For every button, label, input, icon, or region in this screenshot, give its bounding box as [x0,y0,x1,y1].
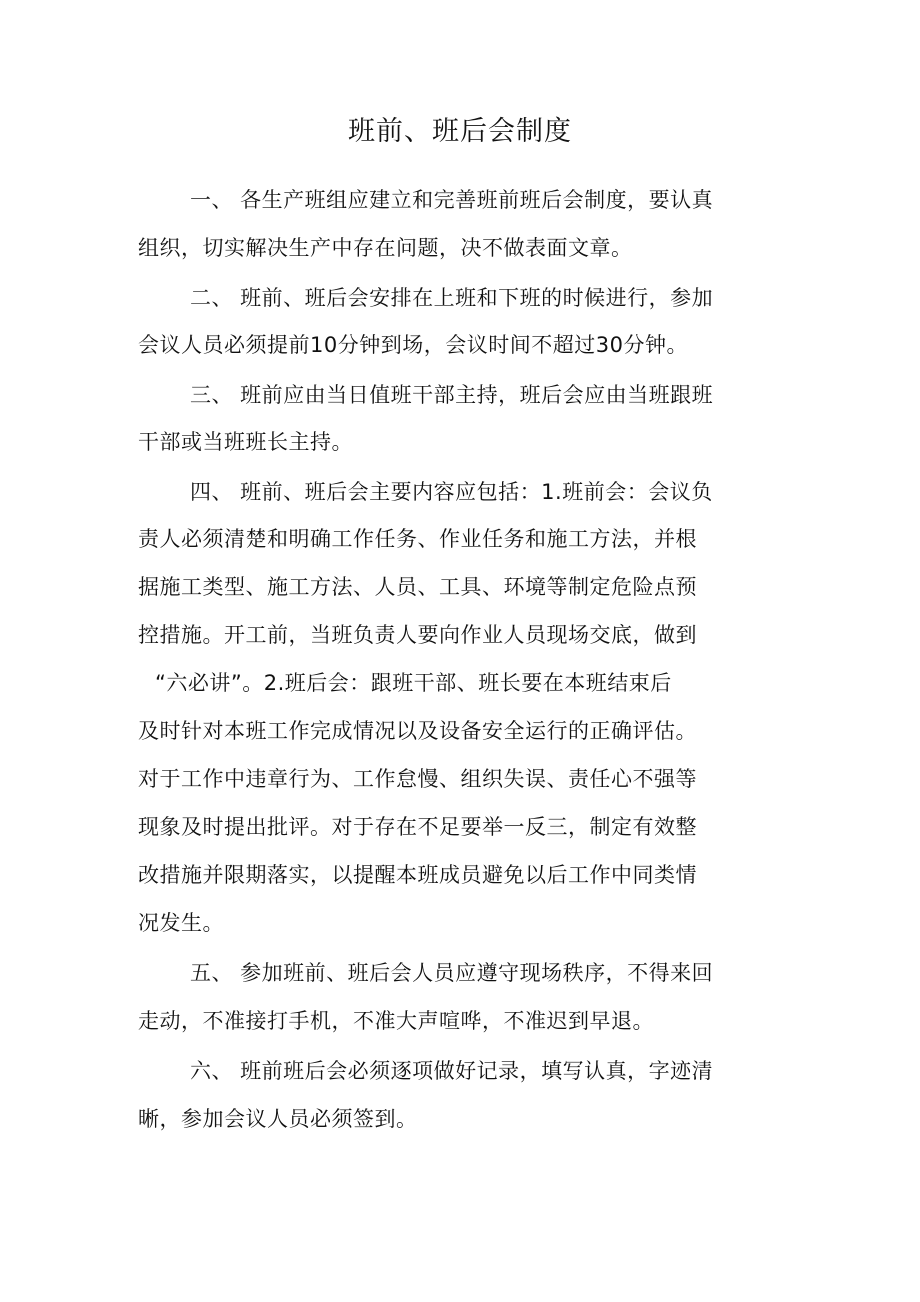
paragraph-line: 及时针对本班工作完成情况以及设备安全运行的正确评估。 [138,719,697,743]
paragraph-line: “六必讲”。2.班后会：跟班干部、班长要在本班结束后 [155,671,672,695]
paragraph-line: 走动，不准接打手机，不准大声喧哗，不准迟到早退。 [138,1009,654,1033]
paragraph-line: 改措施并限期落实，以提醒本班成员避免以后工作中同类情 [138,863,697,887]
paragraph-line: 四、 班前、班后会主要内容应包括：1.班前会：会议负 [190,480,713,504]
paragraph-line: 控措施。开工前，当班负责人要向作业人员现场交底，做到 [138,623,697,647]
paragraph-line: 况发生。 [138,911,224,935]
paragraph-line: 现象及时提出批评。对于存在不足要举一反三，制定有效整 [138,815,697,839]
paragraph-line: 责人必须清楚和明确工作任务、作业任务和施工方法，并根 [138,527,697,551]
paragraph-line: 三、 班前应由当日值班干部主持，班后会应由当班跟班 [190,383,714,407]
paragraph-line: 对于工作中违章行为、工作怠慢、组织失误、责任心不强等 [138,767,697,791]
paragraph-line: 组织，切实解决生产中存在问题，决不做表面文章。 [138,236,633,260]
paragraph-line: 六、 班前班后会必须逐项做好记录，填写认真，字迹清 [190,1059,714,1083]
paragraph-line: 会议人员必须提前10分钟到场，会议时间不超过30分钟。 [138,333,688,357]
paragraph-line: 二、 班前、班后会安排在上班和下班的时候进行，参加 [190,286,714,310]
document-title: 班前、班后会制度 [348,116,572,147]
paragraph-line: 晰，参加会议人员必须签到。 [138,1107,418,1131]
paragraph-line: 五、 参加班前、班后会人员应遵守现场秩序，不得来回 [190,961,714,985]
paragraph-line: 干部或当班班长主持。 [138,430,353,454]
paragraph-line: 据施工类型、施工方法、人员、工具、环境等制定危险点预 [138,575,697,599]
paragraph-line: 一、 各生产班组应建立和完善班前班后会制度，要认真 [190,188,714,212]
